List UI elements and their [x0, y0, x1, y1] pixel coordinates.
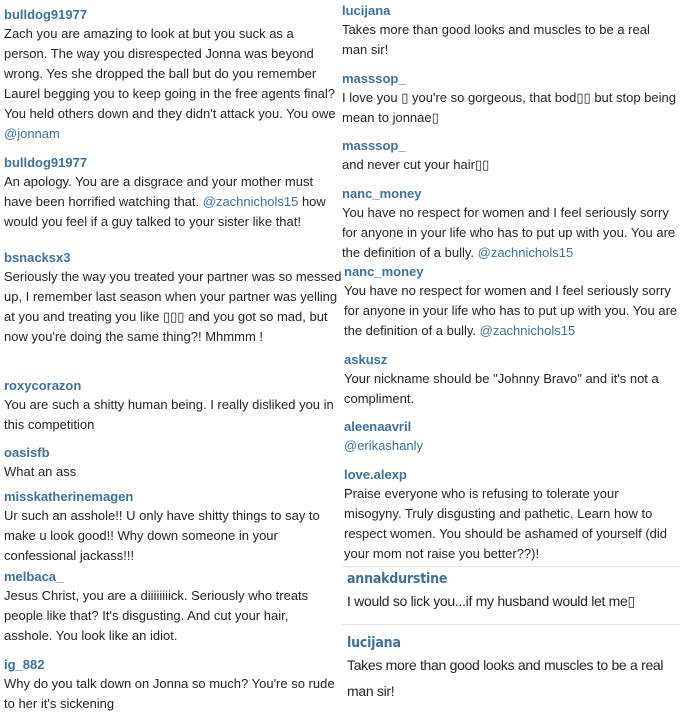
comment-username[interactable]: aleenaavril — [344, 419, 412, 434]
comment-item — [342, 2, 678, 60]
comment-item — [344, 466, 678, 564]
comment-item — [4, 6, 340, 144]
comment-text: Jesus Christ, you are a diiiiiiiick. Seriously who treats people like that? It's disgusting. And cut your hair, asshole. You look like an idiot. — [4, 588, 309, 643]
comment-item — [4, 377, 340, 435]
divider — [341, 624, 680, 625]
comment-item — [344, 263, 678, 341]
comment-text: You are such a shitty human being. I really disliked you in this competition — [4, 397, 334, 432]
comment-username[interactable]: melbaca_ — [4, 569, 64, 584]
comment-username[interactable]: nanc_money — [342, 186, 422, 201]
comment-text: You have no respect for women and I feel seriously sorry for anyone in your life who has to put up with you. You are the definition of a bully. @zachnichols15 — [342, 205, 676, 260]
comment-text — [344, 436, 678, 456]
comment-text: Why do you talk down on Jonna so much? You're so rude to her it's sickening — [4, 676, 335, 711]
comment-username[interactable]: askusz — [344, 352, 388, 367]
comment-item — [4, 656, 340, 714]
comment-item — [347, 570, 677, 614]
comment-text: Ur such an asshole!! U only have shitty things to say to make u look good!! Why down someone in your confessional jackass!!! — [4, 508, 320, 563]
comment-text: An apology. You are a disgrace and your mother must have been horrified watching that. @zachnichols15 how would you feel if a guy talked to your sister like that! — [4, 174, 326, 229]
comment-username[interactable]: nanc_money — [344, 264, 424, 279]
comment-text: and never cut your hair▯▯ — [342, 157, 490, 172]
comment-username[interactable]: bulldog91977 — [4, 7, 88, 22]
comment-username[interactable]: bulldog91977 — [4, 155, 88, 170]
comment-username[interactable]: bsnacksx3 — [4, 250, 71, 265]
comment-item — [4, 154, 340, 232]
comment-text: I love you ▯ you're so gorgeous, that bod▯▯ but stop being mean to jonnae▯ — [342, 90, 676, 125]
comment-text: You have no respect for women and I feel seriously sorry for anyone in your life who has to put up with you. You are the definition of a bully. @zachnichols15 — [344, 283, 678, 338]
comment-text: What an ass — [4, 464, 77, 479]
mention-link[interactable]: @zachnichols15 — [202, 194, 299, 209]
comment-item — [4, 568, 340, 646]
comment-item — [344, 418, 678, 456]
comment-username[interactable]: lucijana — [342, 3, 391, 18]
comment-item — [4, 488, 342, 566]
comment-item — [344, 351, 680, 409]
mention-link[interactable]: @zachnichols15 — [479, 323, 576, 338]
comment-username[interactable]: annakdurstine — [347, 571, 448, 587]
comment-item — [342, 70, 678, 128]
comment-item — [4, 444, 340, 482]
comment-username[interactable]: oasisfb — [4, 445, 50, 460]
mention-link[interactable]: @erikashanly — [344, 438, 423, 453]
comment-text: Your nickname should be "Johnny Bravo" and it's not a compliment. — [344, 371, 659, 406]
comment-username[interactable]: masssop_ — [342, 71, 406, 86]
comment-text: Takes more than good looks and muscles to be a real man sir! — [347, 657, 664, 699]
comment-text: Praise everyone who is refusing to tolerate your misogyny. Truly disgusting and pathetic. Learn how to respect women. You should be ashamed of yourself (did your mom not raise you better??)! — [344, 486, 668, 561]
comment-text: I would so lick you...if my husband would let me▯ — [347, 593, 635, 609]
comment-item — [342, 185, 678, 263]
comment-item — [347, 634, 677, 704]
divider — [341, 566, 680, 567]
mention-link[interactable]: @jonnam — [4, 126, 60, 141]
comment-username[interactable]: roxycorazon — [4, 378, 82, 393]
comment-item — [342, 137, 678, 175]
comment-username[interactable]: misskatherinemagen — [4, 489, 134, 504]
mention-link[interactable]: @zachnichols15 — [477, 245, 574, 260]
comment-username[interactable]: ig_882 — [4, 657, 45, 672]
comment-text: Seriously the way you treated your partner was so messed up, I remember last season when your partner was yelling at you and treating you like ▯▯▯ and you got so mad, but now you're doing the same thing?! Mhmmm ! — [4, 269, 342, 344]
comment-item — [4, 249, 342, 347]
comment-text: Zach you are amazing to look at but you suck as a person. The way you disrespected Jonna was beyond wrong. Yes she dropped the ball but do you remember Laurel begging you to keep going in the free agents final? You held others down and they didn't attack you. You owe @jonnam — [4, 26, 336, 141]
comment-text: Takes more than good looks and muscles to be a real man sir! — [342, 22, 650, 57]
comment-username[interactable]: lucijana — [347, 635, 401, 651]
comment-username[interactable]: masssop_ — [342, 138, 406, 153]
comment-username[interactable]: love.alexp — [344, 467, 407, 482]
